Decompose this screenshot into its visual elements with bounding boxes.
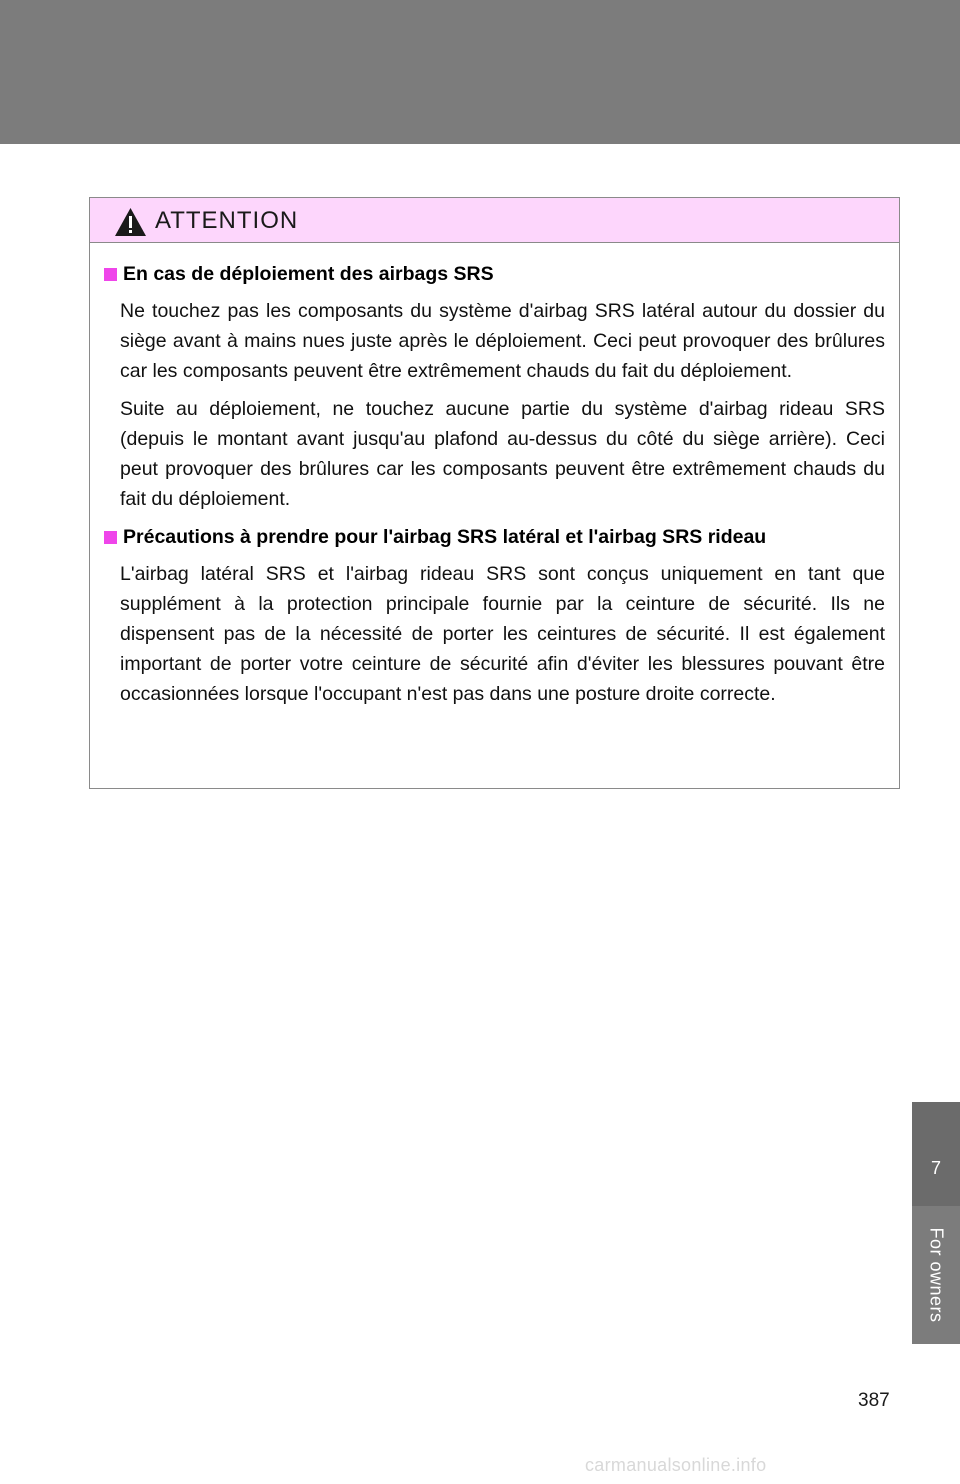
section-heading-text: Précautions à prendre pour l'airbag SRS latéral et l'airbag SRS rideau	[123, 526, 767, 548]
paragraph: L'airbag latéral SRS et l'airbag rideau SRS sont conçus uniquement en tant que supplément à la protection principale fournie par la ceinture de sécurité. Ils ne dispensent pas de la nécessité de porter les ceintures de sécurité. Il est également important de porter votre ceinture de sécurité afin d'éviter les blessures pouvant être occasionnées lorsque l'occupant n'est pas dans une posture droite correcte.	[120, 563, 885, 705]
caution-title: ATTENTION	[155, 207, 299, 234]
chapter-label: For owners	[926, 1227, 947, 1323]
chapter-number: 7	[930, 1157, 941, 1178]
page-number: 387	[858, 1390, 890, 1411]
square-bullet-icon	[104, 268, 117, 281]
caution-box	[89, 197, 900, 789]
watermark: carmanualsonline.info	[585, 1455, 767, 1475]
chapter-label-tab[interactable]	[912, 1206, 960, 1344]
section-heading-text: En cas de déploiement des airbags SRS	[123, 263, 494, 285]
paragraph: Suite au déploiement, ne touchez aucune partie du système d'airbag rideau SRS (depuis le montant avant jusqu'au plafond au-dessus du côté du siège arrière). Ceci peut provoquer des brûlures car les composants peuvent être extrêmement chauds du fait du déploiement.	[120, 398, 885, 510]
chapter-tab[interactable]	[912, 1102, 960, 1206]
square-bullet-icon	[104, 531, 117, 544]
section-heading-precautions	[104, 522, 885, 552]
paragraph: Ne touchez pas les composants du système d'airbag SRS latéral autour du dossier du siège avant à mains nues juste après le déploiement. Ceci peut provoquer des brûlures car les composants peuvent être extrêmement chauds du fait du déploiement.	[120, 300, 885, 382]
header-band	[0, 0, 960, 144]
caution-body	[90, 243, 899, 709]
caution-header	[90, 198, 899, 243]
section-heading-deployment	[104, 259, 885, 289]
warning-triangle-icon	[114, 207, 147, 237]
